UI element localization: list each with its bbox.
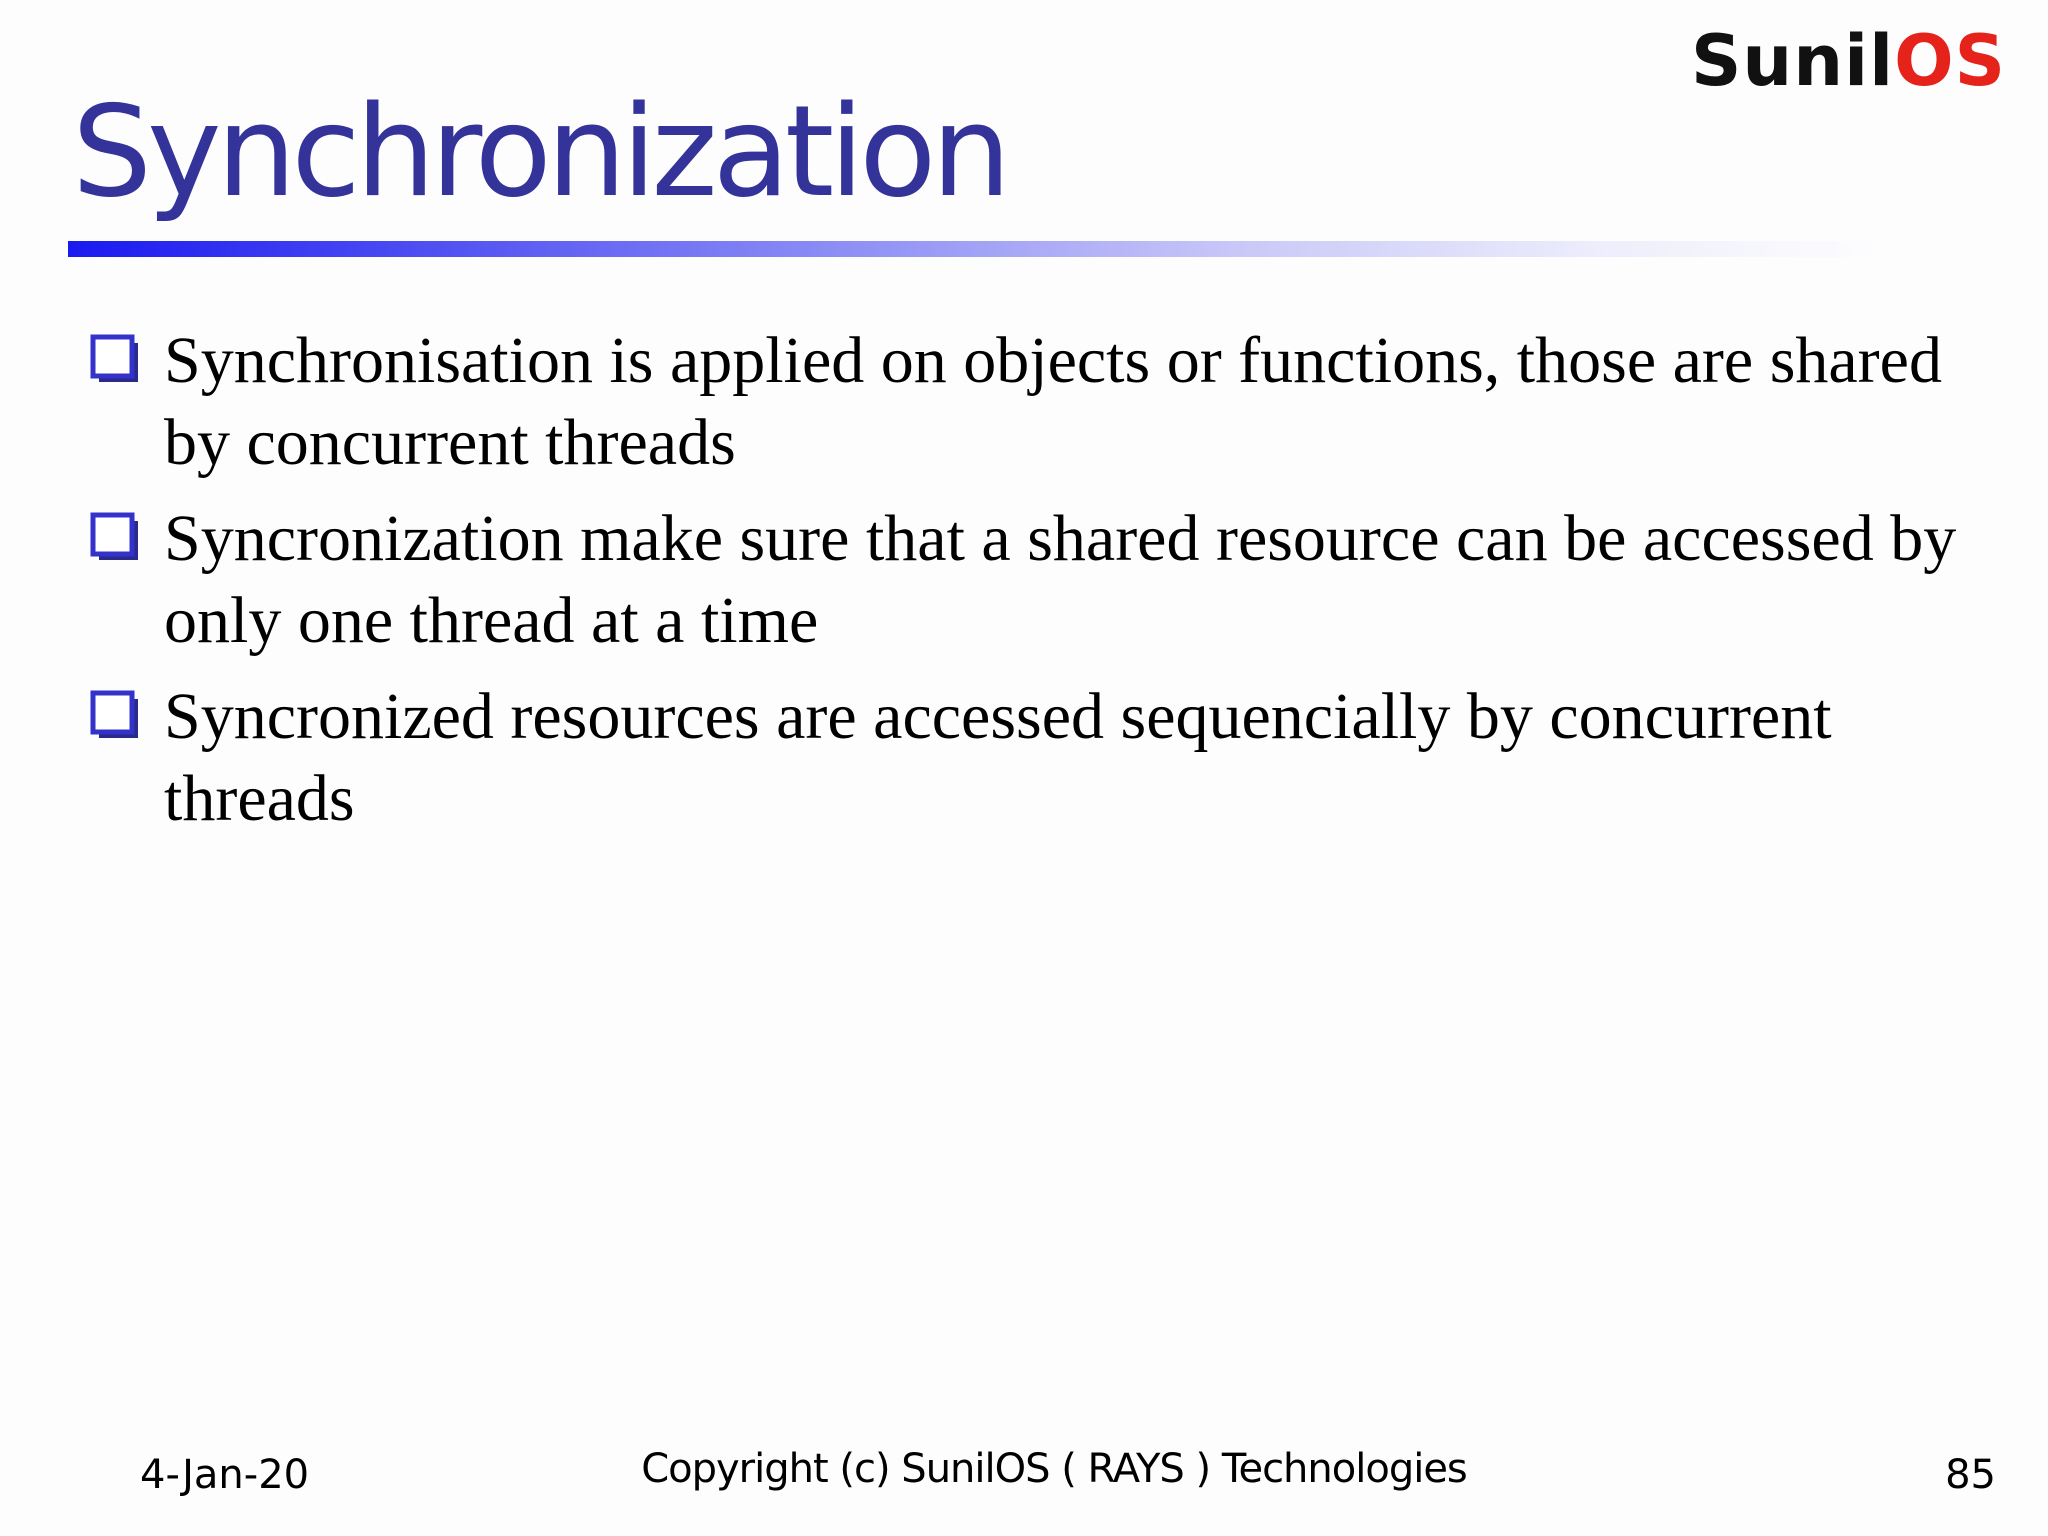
- checkbox-square-icon: [90, 512, 140, 562]
- sunilos-logo: [1691, 20, 2006, 102]
- logo-text-sunil: Sunil: [1691, 20, 1895, 102]
- bullet-list: [90, 320, 1990, 854]
- bullet-text: Synchronisation is applied on objects or functions, those are shared by concurrent threads: [164, 324, 1942, 479]
- footer-date: 4-Jan-20: [140, 1452, 310, 1498]
- slide-title: Synchronization: [72, 78, 1007, 225]
- bullet-item: [90, 320, 1990, 484]
- bullet-item: [90, 498, 1990, 662]
- footer-page-number: 85: [1945, 1452, 1996, 1498]
- bullet-item: [90, 676, 1990, 840]
- title-underline-rule: [68, 241, 1880, 257]
- footer-copyright: Copyright (c) SunilOS ( RAYS ) Technologies: [641, 1446, 1467, 1492]
- logo-text-os: OS: [1894, 20, 2006, 102]
- bullet-text: Syncronized resources are accessed sequencially by concurrent threads: [164, 680, 1832, 835]
- checkbox-square-icon: [90, 334, 140, 384]
- checkbox-square-icon: [90, 690, 140, 740]
- bullet-text: Syncronization make sure that a shared resource can be accessed by only one thread at a time: [164, 502, 1957, 657]
